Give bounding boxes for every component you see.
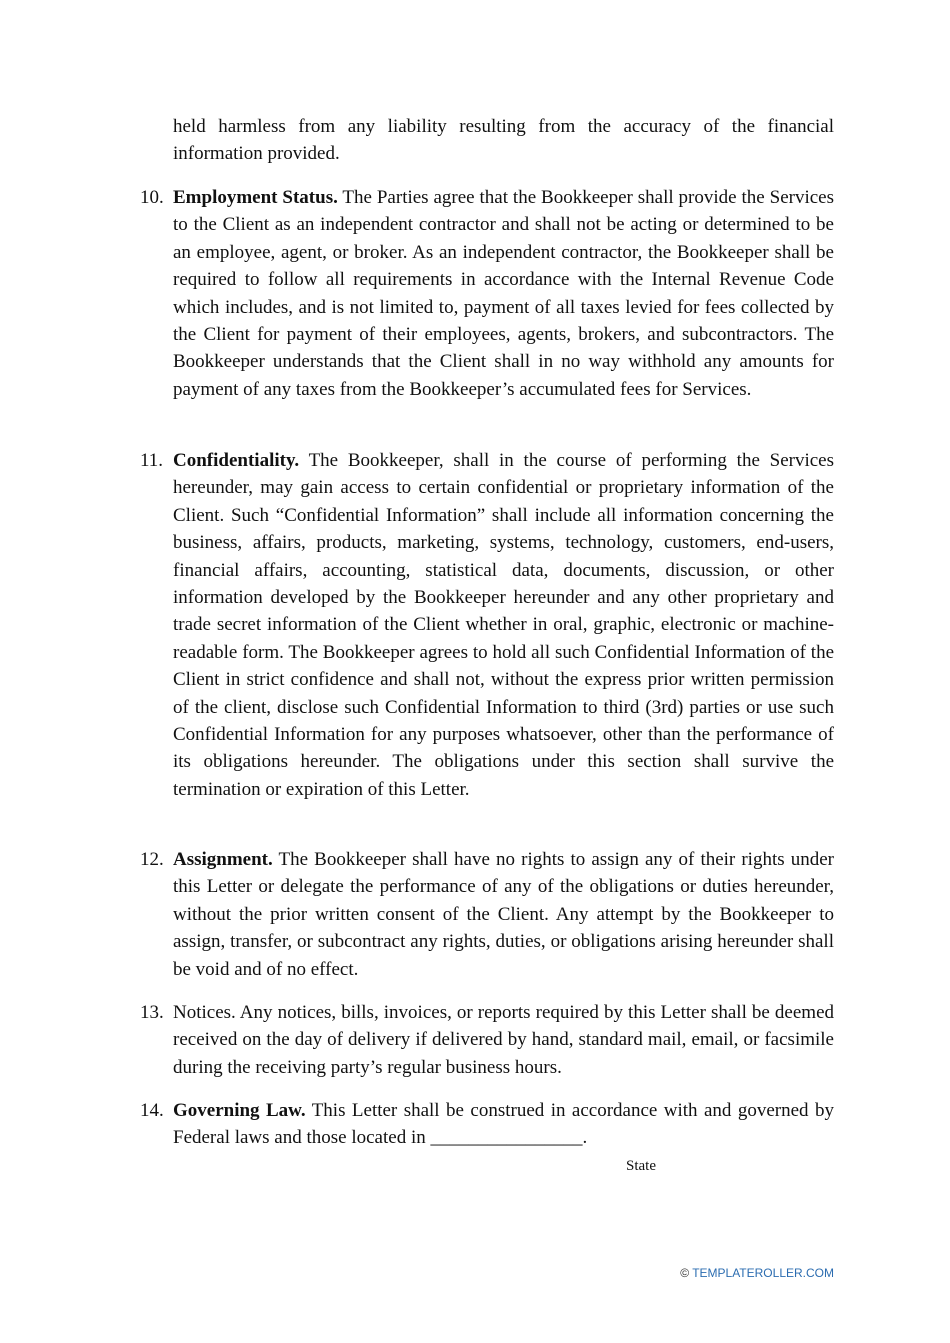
clause-text: The Bookkeeper, shall in the course of performing the Services hereunder, may gain access to certain confidential or proprietary information of the Client. Such “Confidential Information” shall include all information concerning the business, affairs, products, marketing, systems, technology, customers, end-users, financial affairs, accounting, statistical data, documents, discussion, or other information developed by the Bookkeeper hereunder and any other proprietary and trade secret information of the Client whether in oral, graphic, electronic or machine-readable form. The Bookkeeper agrees to hold all such Confidential Information of the Client in strict confidence and shall not, without the express prior written permission of the client, disclose such Confidential Information to third (3rd) parties or use such Confidential Information for any purposes whatsoever, other than the performance of its obligations hereunder. The obligations under this section shall survive the termination or expiration of this Letter.: [173, 450, 834, 800]
clause-10-employment-status: [140, 184, 834, 403]
clause-end-punctuation: .: [582, 1127, 588, 1149]
clause-number: 10.: [140, 187, 164, 208]
state-field-label: State: [626, 1158, 656, 1174]
clause-heading: Confidentiality.: [173, 450, 300, 471]
clause-13-notices: [140, 999, 834, 1081]
clause-number: 14.: [140, 1100, 164, 1121]
clause-text: Notices. Any notices, bills, invoices, or reports required by this Letter shall be deemed received on the day of delivery if delivered by hand, standard mail, email, or facsimile during the receiving party’s regular business hours.: [173, 1002, 834, 1078]
clause-12-assignment: [140, 846, 834, 983]
clause-11-confidentiality: [140, 447, 834, 803]
clause-heading: Assignment.: [173, 849, 273, 870]
copyright-icon: ©: [680, 1266, 690, 1280]
clause-body: [173, 999, 834, 1081]
clause-heading: Employment Status.: [173, 187, 338, 208]
clause-text: The Bookkeeper shall have no rights to assign any of their rights under this Letter or delegate the performance of any of the obligations or duties hereunder, without the prior written consent of the Client. Any attempt by the Bookkeeper to assign, transfer, or subcontract any rights, duties, or obligations arising hereunder shall be void and of no effect.: [173, 849, 834, 980]
clause-body: [173, 447, 834, 803]
clause-number: 12.: [140, 849, 164, 870]
state-blank-field[interactable]: ________________: [430, 1127, 583, 1149]
clause-text: This Letter shall be construed in accordance with and governed by Federal laws and those located in: [173, 1100, 834, 1149]
clause-number: 11.: [140, 450, 164, 471]
clause-heading: Governing Law.: [173, 1100, 306, 1121]
clause-text: The Parties agree that the Bookkeeper shall provide the Services to the Client as an independent contractor and shall not be acting or determined to be an employee, agent, or broker. As an independent contractor, the Bookkeeper shall be required to follow all requirements in accordance with the Internal Revenue Code which includes, and is not limited to, payment of all taxes levied for fees collected by the Client for payment of their employees, agents, brokers, and subcontractors. The Bookkeeper understands that the Client shall in no way withhold any amounts for payment of any taxes from the Bookkeeper’s accumulated fees for Services.: [173, 187, 834, 400]
clause-14-governing-law: [140, 1097, 834, 1152]
clause-body: [173, 846, 834, 983]
clause-number: 13.: [140, 1002, 164, 1023]
clause-body: [173, 1097, 834, 1152]
intro-paragraph: held harmless from any liability resulting from the accuracy of the financial information provided.: [173, 116, 834, 165]
site-link[interactable]: TEMPLATEROLLER.COM: [692, 1266, 834, 1280]
footer-watermark: [680, 1265, 834, 1281]
clause-body: [173, 184, 834, 403]
